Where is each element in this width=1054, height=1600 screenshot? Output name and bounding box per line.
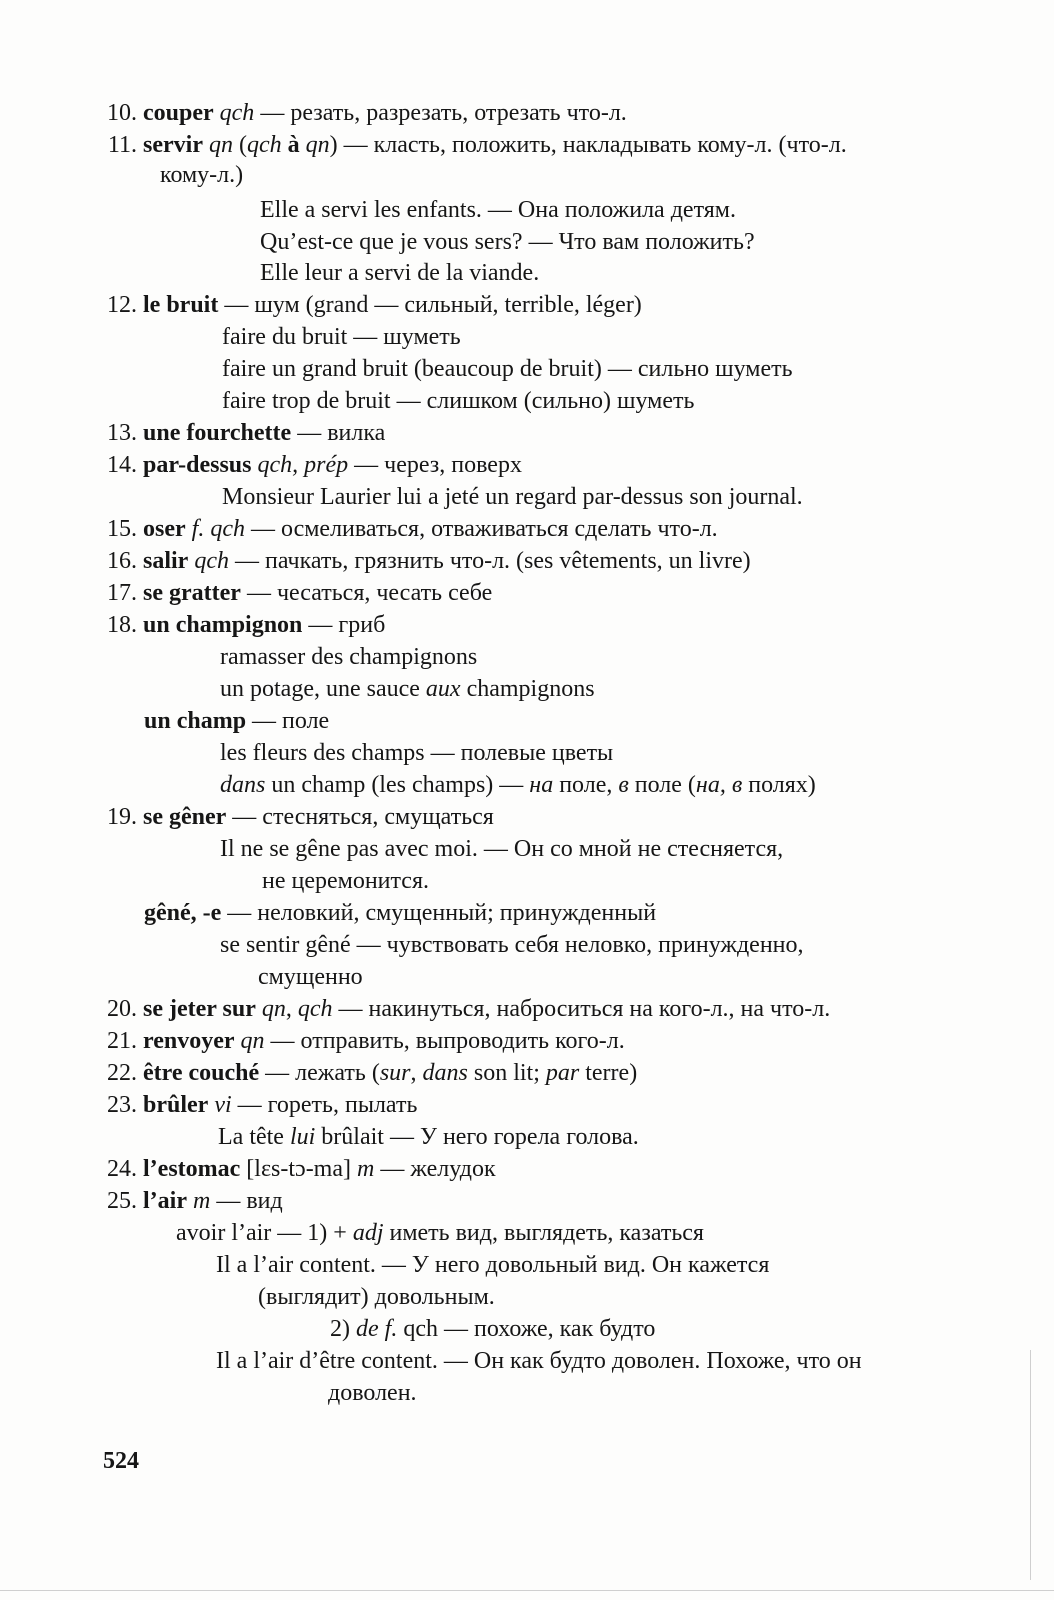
entry-18: [95, 610, 385, 640]
entry-number: 16.: [107, 548, 137, 574]
definition: — пачкать, грязнить что-л. (ses vêtements, un livre): [228, 548, 751, 574]
example-text: avoir l’air — 1) +: [176, 1220, 353, 1246]
example-line: [176, 1218, 704, 1248]
example-line: se sentir gêné — чувствовать себя неловко, принужденно,: [220, 932, 804, 958]
example-line: [218, 1122, 639, 1152]
punctuation: (: [232, 132, 247, 158]
definition: — вилка: [291, 420, 386, 446]
entry-14: [95, 450, 522, 480]
grammar-note: par: [545, 1060, 580, 1086]
headword: un champignon: [143, 612, 303, 638]
entry-number: 23.: [107, 1092, 137, 1118]
entry-number: 10.: [107, 100, 137, 126]
definition: — чесаться, чесать себе: [240, 580, 493, 606]
example-text: champignons: [460, 676, 595, 702]
example-text: поле (: [628, 772, 696, 798]
example-line: Elle a servi les enfants. — Она положила детям.: [260, 197, 736, 223]
definition: ) — класть, положить, накладывать кому-л. (что-л.: [329, 132, 847, 158]
example-line: Elle leur a servi de la viande.: [260, 260, 540, 286]
entry-number: 18.: [107, 612, 137, 638]
entry-number: 13.: [107, 420, 137, 446]
entry-11: [95, 130, 847, 160]
example-text: brûlait — У него горела голова.: [315, 1124, 639, 1150]
definition: — желудок: [374, 1156, 496, 1182]
example-line: faire trop de bruit — слишком (сильно) шуметь: [222, 388, 695, 414]
headword-part: à: [287, 132, 300, 158]
headword: brûler: [143, 1092, 209, 1118]
entry-number: 24.: [107, 1156, 137, 1182]
headword: couper: [143, 100, 214, 126]
example-line: Il a l’air content. — У него довольный вид. Он кажется: [216, 1252, 770, 1278]
entry-16: [95, 546, 751, 576]
grammar-note: qch, prép: [257, 452, 349, 478]
grammar-note: dans: [422, 1060, 468, 1086]
headword: salir: [143, 548, 189, 574]
headword: l’estomac: [143, 1156, 241, 1182]
example-italic: dans: [220, 772, 266, 798]
example-text: qch — похоже, как будто: [397, 1316, 656, 1342]
definition: — неловкий, смущенный; принужденный: [221, 900, 657, 926]
entry-15: [95, 514, 718, 544]
example-italic: aux: [425, 676, 461, 702]
example-italic: в: [618, 772, 629, 798]
example-text: полях): [742, 772, 816, 798]
example-italic: на: [529, 772, 554, 798]
definition: — через, поверх: [348, 452, 522, 478]
example-line: Il a l’air d’être content. — Он как будто доволен. Похоже, что он: [216, 1348, 862, 1374]
example-italic: adj: [352, 1220, 384, 1246]
headword: renvoyer: [143, 1028, 235, 1054]
example-line: Qu’est-ce que je vous sers? — Что вам положить?: [260, 229, 755, 255]
headword: oser: [143, 516, 186, 542]
headword: par-dessus: [143, 452, 252, 478]
definition: — гореть, пылать: [231, 1092, 418, 1118]
definition: — гриб: [302, 612, 386, 638]
definition: — вид: [210, 1188, 283, 1214]
entry-number: 12.: [107, 292, 137, 318]
scan-edge-bottom: [0, 1590, 1054, 1591]
definition: — лежать (: [259, 1060, 380, 1086]
definition: terre): [579, 1060, 638, 1086]
headword: se jeter sur: [143, 996, 256, 1022]
grammar-note: m: [192, 1188, 211, 1214]
definition: — резать, разрезать, отрезать что-л.: [254, 100, 627, 126]
punctuation: ,: [410, 1060, 423, 1086]
entry-number: 14.: [107, 452, 137, 478]
entry-number: 21.: [107, 1028, 137, 1054]
headword: l’air: [143, 1188, 187, 1214]
grammar-note: qn: [240, 1028, 265, 1054]
example-line: faire du bruit — шуметь: [222, 324, 461, 350]
headword: se gêner: [143, 804, 227, 830]
sub-headword: un champ: [144, 708, 247, 734]
definition: son lit;: [467, 1060, 546, 1086]
entry-19: [95, 802, 494, 832]
definition-continued: кому-л.): [160, 162, 244, 188]
example-line: Il ne se gêne pas avec moi. — Он со мной не стесняется,: [220, 836, 784, 862]
entry-20: [95, 994, 830, 1024]
headword: une fourchette: [143, 420, 292, 446]
entry-21: [95, 1026, 625, 1056]
subentry: [144, 898, 656, 928]
example-line: les fleurs des champs — полевые цветы: [220, 740, 614, 766]
example-line: [220, 770, 816, 800]
headword: le bruit: [143, 292, 219, 318]
definition: — осмеливаться, отваживаться сделать что-л.: [244, 516, 718, 542]
entry-12: [95, 290, 642, 320]
example-continued: смущенно: [258, 964, 363, 990]
pronunciation: [lɛs-tɔ-ma]: [240, 1156, 357, 1182]
definition: — накинуться, наброситься на кого-л., на что-л.: [332, 996, 831, 1022]
example-line: [330, 1314, 655, 1344]
example-continued: (выглядит) довольным.: [258, 1284, 495, 1310]
entry-number: 11.: [107, 132, 137, 158]
headword: être couché: [143, 1060, 260, 1086]
example-continued: доволен.: [328, 1380, 417, 1406]
entry-number: 25.: [107, 1188, 137, 1214]
example-line: Monsieur Laurier lui a jeté un regard par-dessus son journal.: [222, 484, 803, 510]
grammar-note: f. qch: [191, 516, 245, 542]
entry-22: [95, 1058, 637, 1088]
entry-number: 17.: [107, 580, 137, 606]
example-continued: не церемонится.: [262, 868, 429, 894]
entry-25: [95, 1186, 283, 1216]
grammar-note: qch: [246, 132, 282, 158]
entry-24: [95, 1154, 496, 1184]
grammar-note: qn: [305, 132, 330, 158]
punctuation: ,: [285, 996, 298, 1022]
headword: servir: [143, 132, 203, 158]
example-italic: de f.: [356, 1316, 398, 1342]
grammar-note: vi: [214, 1092, 232, 1118]
entry-17: [95, 578, 492, 608]
definition: — поле: [246, 708, 330, 734]
sub-headword: gêné, -e: [144, 900, 222, 926]
grammar-note: qn: [255, 996, 286, 1022]
grammar-note: m: [357, 1156, 375, 1182]
page-number: 524: [103, 1448, 139, 1474]
grammar-note: sur: [379, 1060, 411, 1086]
entry-10: [95, 98, 627, 128]
entry-number: 22.: [107, 1060, 137, 1086]
grammar-note: qch: [297, 996, 333, 1022]
example-text: La tête: [218, 1124, 290, 1150]
example-text: un champ (les champs) —: [265, 772, 530, 798]
example-line: faire un grand bruit (beaucoup de bruit) — сильно шуметь: [222, 356, 793, 382]
example-text: un potage, une sauce: [220, 676, 426, 702]
definition: — отправить, выпроводить кого-л.: [264, 1028, 625, 1054]
headword: se gratter: [143, 580, 241, 606]
example-text: 2): [330, 1316, 356, 1342]
definition: — стесняться, смущаться: [226, 804, 494, 830]
example-text: иметь вид, выглядеть, казаться: [383, 1220, 704, 1246]
entry-13: [95, 418, 385, 448]
grammar-note: qch: [219, 100, 255, 126]
grammar-note: qn: [208, 132, 233, 158]
example-italic: lui: [289, 1124, 316, 1150]
scan-edge-right: [1030, 1350, 1031, 1580]
entry-number: 19.: [107, 804, 137, 830]
subentry: [144, 706, 329, 736]
entry-23: [95, 1090, 417, 1120]
example-italic: на, в: [695, 772, 743, 798]
entry-number: 15.: [107, 516, 137, 542]
example-line: [220, 674, 595, 704]
grammar-note: qch: [194, 548, 229, 574]
definition: — шум (grand — сильный, terrible, léger): [218, 292, 642, 318]
entry-number: 20.: [107, 996, 137, 1022]
example-line: ramasser des champignons: [220, 644, 478, 670]
example-text: поле,: [553, 772, 619, 798]
